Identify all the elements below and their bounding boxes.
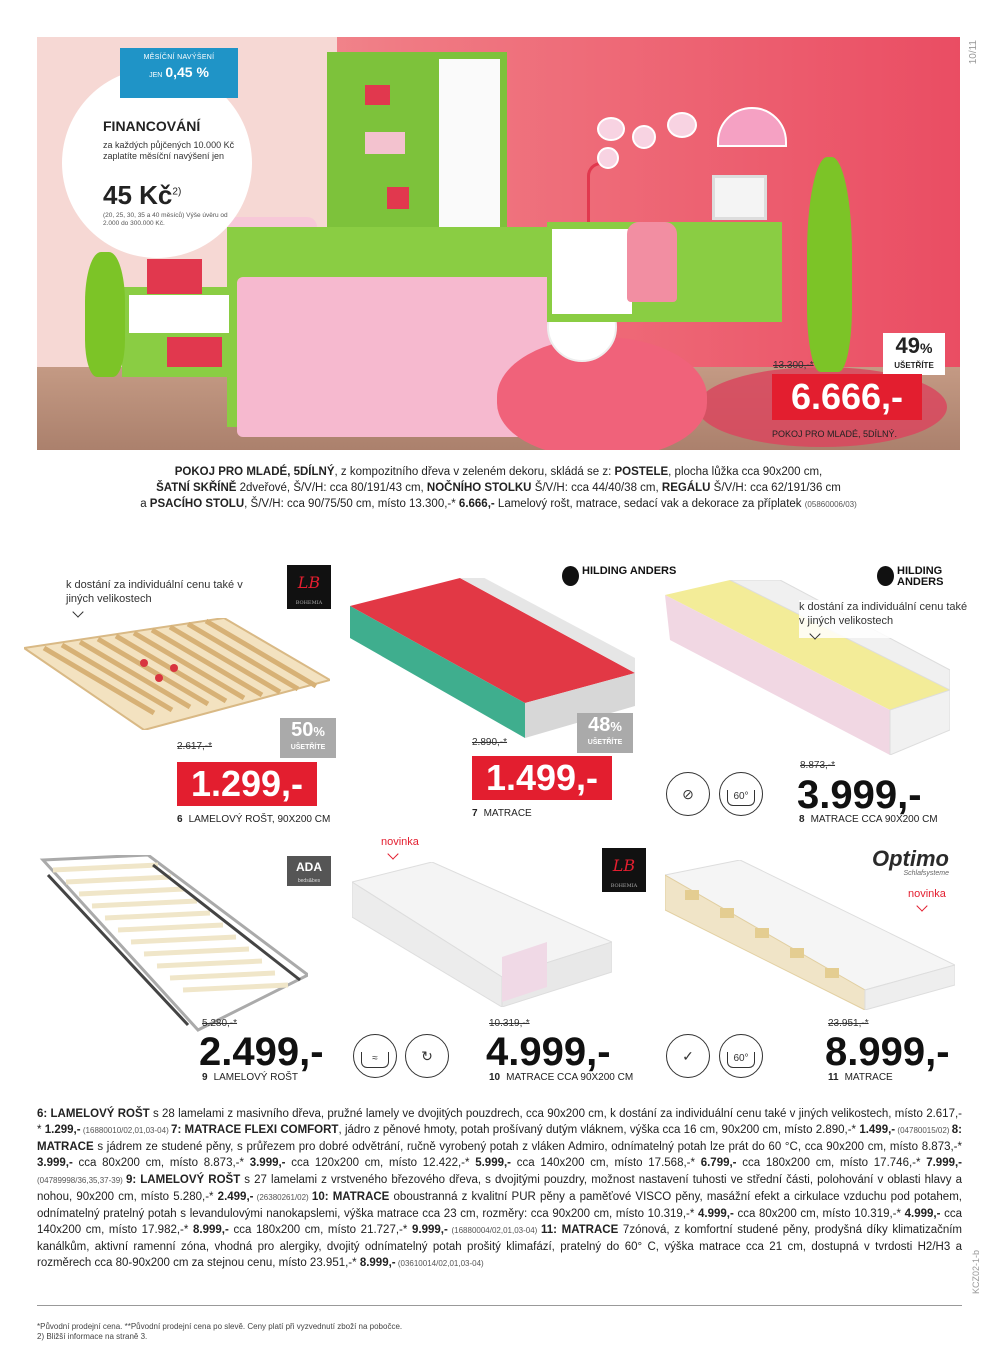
desc-bold: 8.999,- xyxy=(193,1224,229,1236)
desc-text: cca 140x200 cm, místo 17.568,-* xyxy=(511,1157,701,1169)
old-price-10: 10.319,-* xyxy=(489,1018,530,1029)
chevron-down-icon xyxy=(72,606,83,617)
removable-cover-icon: ⊘ xyxy=(666,772,710,816)
desc-bold: 3.999,- xyxy=(249,1157,286,1169)
new-label: novinka xyxy=(381,836,419,848)
availability-note-6 xyxy=(66,578,246,616)
availability-note-8 xyxy=(799,600,969,638)
desc-text: Lamelový rošt, matrace, sedací vak a dekorace za příplatek xyxy=(494,498,805,510)
price-11: 8.999,- xyxy=(825,1030,950,1074)
chevron-down-icon xyxy=(809,628,820,639)
hero-price: 6.666,- xyxy=(772,374,922,420)
brand-logo-hilding-anders xyxy=(582,566,676,577)
rotate-icon: ↻ xyxy=(405,1034,449,1078)
brand-mark: ADA xyxy=(296,860,322,874)
desc-price: 6.666,- xyxy=(458,498,495,510)
brand-sub: BOHEMIA xyxy=(295,600,323,606)
anti-allergy-icon: ✓ xyxy=(666,1034,710,1078)
mattress-image-10 xyxy=(352,862,612,1007)
brand-name: HILDING ANDERS xyxy=(582,565,677,577)
product-name: MATRACE CCA 90X200 CM xyxy=(506,1072,634,1083)
new-label: novinka xyxy=(908,888,946,900)
product-name: MATRACE xyxy=(844,1072,893,1083)
product-number: 9 xyxy=(202,1072,208,1083)
financing-badge-prefix: JEN xyxy=(149,72,163,79)
desc-text: 7zónová, z komfortní studené pěny, prodyšná díky klimatizačním kanálkům, aktivní ramenní zóna, vhodná pro alergiky, dvojitý odnímatelný potah prošitý klimafází, pratelný do 60° C, výška matrace cca 21 cm, dostupná v tvrdosti H2/H3 a rozměrech cca 80-90x200 cm za stejnou cenu, místo 23.951,-* xyxy=(37,1224,963,1269)
brand-sub: Schlafsysteme xyxy=(903,870,949,877)
percent-sign: % xyxy=(610,719,622,734)
availability-text: k dostání za individuální cenu také v jiných velikostech xyxy=(799,601,968,627)
desc-bold: 3.999,- xyxy=(37,1157,73,1169)
financing-price-note: 2) xyxy=(172,186,182,198)
desc-bold: 6: LAMELOVÝ ROŠT xyxy=(37,1108,150,1120)
product-number: 6 xyxy=(177,814,183,825)
wash-temp: 60° xyxy=(727,1052,755,1068)
desc-bold: 8.999,- xyxy=(359,1257,396,1269)
desc-text: cca 80x200 cm, místo 8.873,-* xyxy=(72,1157,250,1169)
desc-text: cca 140x200 cm, místo 17.982,-* xyxy=(37,1208,962,1236)
desc-text: oboustranná z kvalitní PUR pěny a paměťové VISCO pěny, masážní efekt a cirkulace vzduchu pod potahem, odnímatelný pratelný potah s levandulovými nanokapslemi, výška matrace cca 23 cm, rozměry: cca 90x200 cm, místo 10.319,-* xyxy=(37,1191,962,1220)
price-6: 1.299,- xyxy=(177,762,317,806)
new-badge-11 xyxy=(908,888,946,910)
hero-save-badge xyxy=(883,333,945,375)
desc-bed: POSTELE xyxy=(614,466,669,478)
desc-code: (04780015/02) xyxy=(895,1126,952,1135)
product-number: 7 xyxy=(472,808,478,819)
product-number: 10 xyxy=(489,1072,501,1083)
desc-bold: 9.999,- xyxy=(412,1224,448,1236)
financing-text: za každých půjčených 10.000 Kč zaplatíte měsíční navýšení jen xyxy=(103,140,235,161)
save-badge-7 xyxy=(577,713,633,753)
hero-save-pct-sign: % xyxy=(920,340,933,356)
wash-60-icon xyxy=(719,772,763,816)
desc-text: Š/V/H: cca 44/40/38 cm, xyxy=(531,482,662,494)
desc-text: cca 120x200 cm, místo 12.422,-* xyxy=(285,1157,476,1169)
desc-bold: 4.999,- xyxy=(697,1208,734,1220)
footnote-prices: *Původní prodejní cena. **Původní prodejní cena po slevě. Ceny platí při vyzvednutí zboží na pobočce. xyxy=(37,1322,403,1331)
desc-nightstand: NOČNÍHO STOLKU xyxy=(426,482,532,494)
chevron-down-icon xyxy=(387,848,398,859)
desc-text: a xyxy=(140,498,150,510)
desc-bold: 1.299,- xyxy=(44,1124,81,1136)
financing-badge-caption: MĚSÍČNÍ NAVÝŠENÍ xyxy=(143,54,215,61)
availability-text: k dostání za individuální cenu také v jiných velikostech xyxy=(66,579,243,605)
old-price-6: 2.617,-* xyxy=(177,741,213,752)
brand-sub: BOHEMIA xyxy=(610,883,638,889)
old-price-9: 5.280,-* xyxy=(202,1018,238,1029)
wash-60-icon xyxy=(719,1034,763,1078)
desc-text: cca 80x200 cm, místo 10.319,-* xyxy=(733,1208,905,1220)
chevron-down-icon xyxy=(916,900,927,911)
desc-bold: 8: MATRACE xyxy=(37,1124,963,1153)
save-pct: 50 xyxy=(291,719,314,741)
desc-bold: 9: LAMELOVÝ ROŠT xyxy=(125,1174,241,1186)
product-number: 8 xyxy=(799,814,805,825)
product-label-11 xyxy=(828,1072,893,1083)
product-label-8 xyxy=(799,814,938,825)
financing-price-value: 45 Kč xyxy=(103,180,173,210)
hero-save-pct: 49 xyxy=(895,333,921,358)
footnotes xyxy=(37,1322,402,1342)
product-number: 11 xyxy=(828,1072,839,1083)
divider xyxy=(37,1305,962,1306)
hero-save-label: UŠETŘÍTE xyxy=(894,361,934,370)
product-name: LAMELOVÝ ROŠT xyxy=(213,1072,299,1083)
desc-code: (03610014/02,01,03-04) xyxy=(395,1259,484,1268)
page-number: 10/11 xyxy=(968,40,979,65)
product-label-10 xyxy=(489,1072,633,1083)
old-price-8: 8.873,-* xyxy=(800,760,836,771)
save-label: UŠETŘÍTE xyxy=(290,744,326,751)
desc-code: (04789998/36,35,37-39) xyxy=(37,1176,126,1185)
desc-text: 2dveřové, Š/V/H: cca 80/191/43 cm, xyxy=(236,482,427,494)
desc-shelf: REGÁLU xyxy=(661,482,711,494)
footnote-financing: 2) Bližší informace na straně 3. xyxy=(37,1332,148,1341)
desc-text: s 27 lamelami z vrstveného březového dřeva, s dvojitými pouzdry, možnost nastavení tuhosti ve střední části, polohování v oblasti hlavy a nohou, 90x200 cm, místo 5.280,-* xyxy=(37,1174,962,1203)
adjustable-slatted-base-image xyxy=(38,855,308,1035)
desc-code: (26380261/02) xyxy=(253,1193,312,1202)
brand-mark: LB xyxy=(612,856,636,875)
save-label: UŠETŘÍTE xyxy=(587,739,623,746)
desc-bold: 4.999,- xyxy=(904,1208,941,1220)
save-badge-6 xyxy=(280,718,336,758)
wash-basin-icon: ≈ xyxy=(361,1052,389,1068)
brand-name: HILDING ANDERS xyxy=(897,565,944,588)
product-name: MATRACE xyxy=(483,808,532,819)
save-pct: 48 xyxy=(588,714,611,736)
desc-desk: PSACÍHO STOLU xyxy=(149,498,245,510)
desc-text: cca 180x200 cm, místo 21.727,-* xyxy=(228,1224,412,1236)
desc-text: s jádrem ze studené pěny, s průřezem pro dobré odvětrání, ručně vyrobený potah z vláken Admiro, odnímatelný potah lze prát do 60 °C, cca 90x200 cm, místo 8.873,-* xyxy=(93,1141,962,1153)
price-10: 4.999,- xyxy=(486,1030,611,1074)
financing-note: (20, 25, 30, 35 a 40 měsíců) Výše úvěru od 2.000 do 300.000 Kč. xyxy=(103,212,228,227)
desc-bold: 7.999,- xyxy=(926,1157,963,1169)
desc-wardrobe: ŠATNÍ SKŘÍNĚ xyxy=(156,482,237,494)
brand-sub: beds&bes xyxy=(297,878,321,884)
desc-code: (16880010/02,01,03-04) xyxy=(80,1126,172,1135)
side-code: KCZ02-1-b xyxy=(971,1250,981,1295)
desc-text: , Š/V/H: cca 90/75/50 cm, místo 13.300,-* xyxy=(244,498,459,510)
financing-price xyxy=(103,180,181,211)
new-badge-10 xyxy=(381,836,419,858)
desc-code: (05860006/03) xyxy=(804,500,857,509)
brand-name: Optimo xyxy=(872,846,949,871)
product-name: LAMELOVÝ ROŠT, 90X200 CM xyxy=(188,814,331,825)
desc-text: , jádro z pěnové hmoty, potah prošívaný dutým vláknem, výška cca 16 cm, 90x200 cm, místo 2.890,-* xyxy=(338,1124,860,1136)
product-name: MATRACE CCA 90X200 CM xyxy=(810,814,938,825)
old-price-11: 23.951,-* xyxy=(828,1018,869,1029)
desc-bold: 6.799,- xyxy=(700,1157,737,1169)
desc-text: cca 180x200 cm, místo 17.746,-* xyxy=(736,1157,927,1169)
brand-logo-bohemia xyxy=(287,565,331,609)
desc-text: s 28 lamelami z masivního dřeva, pružné lamely ve dvojitých pouzdrech, cca 90x200 cm, k dostání za individuální cenu také v jiných velikostech, místo 2.617,-* xyxy=(37,1108,962,1136)
desc-text: , z kompozitního dřeva v zeleném dekoru, skládá se z: xyxy=(334,466,615,478)
hero-old-price: 13.300,-* xyxy=(773,360,814,371)
desc-bold: 7: MATRACE FLEXI COMFORT xyxy=(171,1124,339,1136)
price-7: 1.499,- xyxy=(472,756,612,800)
wash-temp: 60° xyxy=(727,790,755,806)
price-9: 2.499,- xyxy=(199,1030,324,1074)
price-8: 3.999,- xyxy=(797,773,922,817)
financing-rate: 0,45 % xyxy=(165,64,209,80)
percent-sign: % xyxy=(313,724,325,739)
brand-mark: LB xyxy=(297,573,321,592)
desc-room: POKOJ PRO MLADÉ, 5DÍLNÝ xyxy=(174,466,335,478)
desc-code: (16880004/02,01,03-04) xyxy=(447,1226,541,1235)
products-description xyxy=(37,1106,962,1272)
desc-bold: 1.499,- xyxy=(859,1124,896,1136)
hero-price-label: POKOJ PRO MLADÉ, 5DÍLNÝ. xyxy=(772,429,898,439)
hero-description xyxy=(37,450,960,544)
product-label-7 xyxy=(472,808,532,819)
slatted-base-image xyxy=(24,618,330,730)
desc-bold: 10: MATRACE xyxy=(311,1191,390,1203)
desc-bold: 11: MATRACE xyxy=(541,1224,619,1236)
financing-title: FINANCOVÁNÍ xyxy=(103,118,201,134)
desc-text: Š/V/H: cca 62/191/36 cm xyxy=(710,482,841,494)
desc-bold: 5.999,- xyxy=(475,1157,512,1169)
product-label-6 xyxy=(177,814,330,825)
product-label-9 xyxy=(202,1072,298,1083)
desc-bold: 2.499,- xyxy=(217,1191,254,1203)
financing-badge xyxy=(120,48,238,98)
mattress-image-11 xyxy=(665,860,955,1010)
desc-text: , plocha lůžka cca 90x200 cm, xyxy=(668,466,823,478)
old-price-7: 2.890,-* xyxy=(472,737,508,748)
wash-icon xyxy=(353,1034,397,1078)
